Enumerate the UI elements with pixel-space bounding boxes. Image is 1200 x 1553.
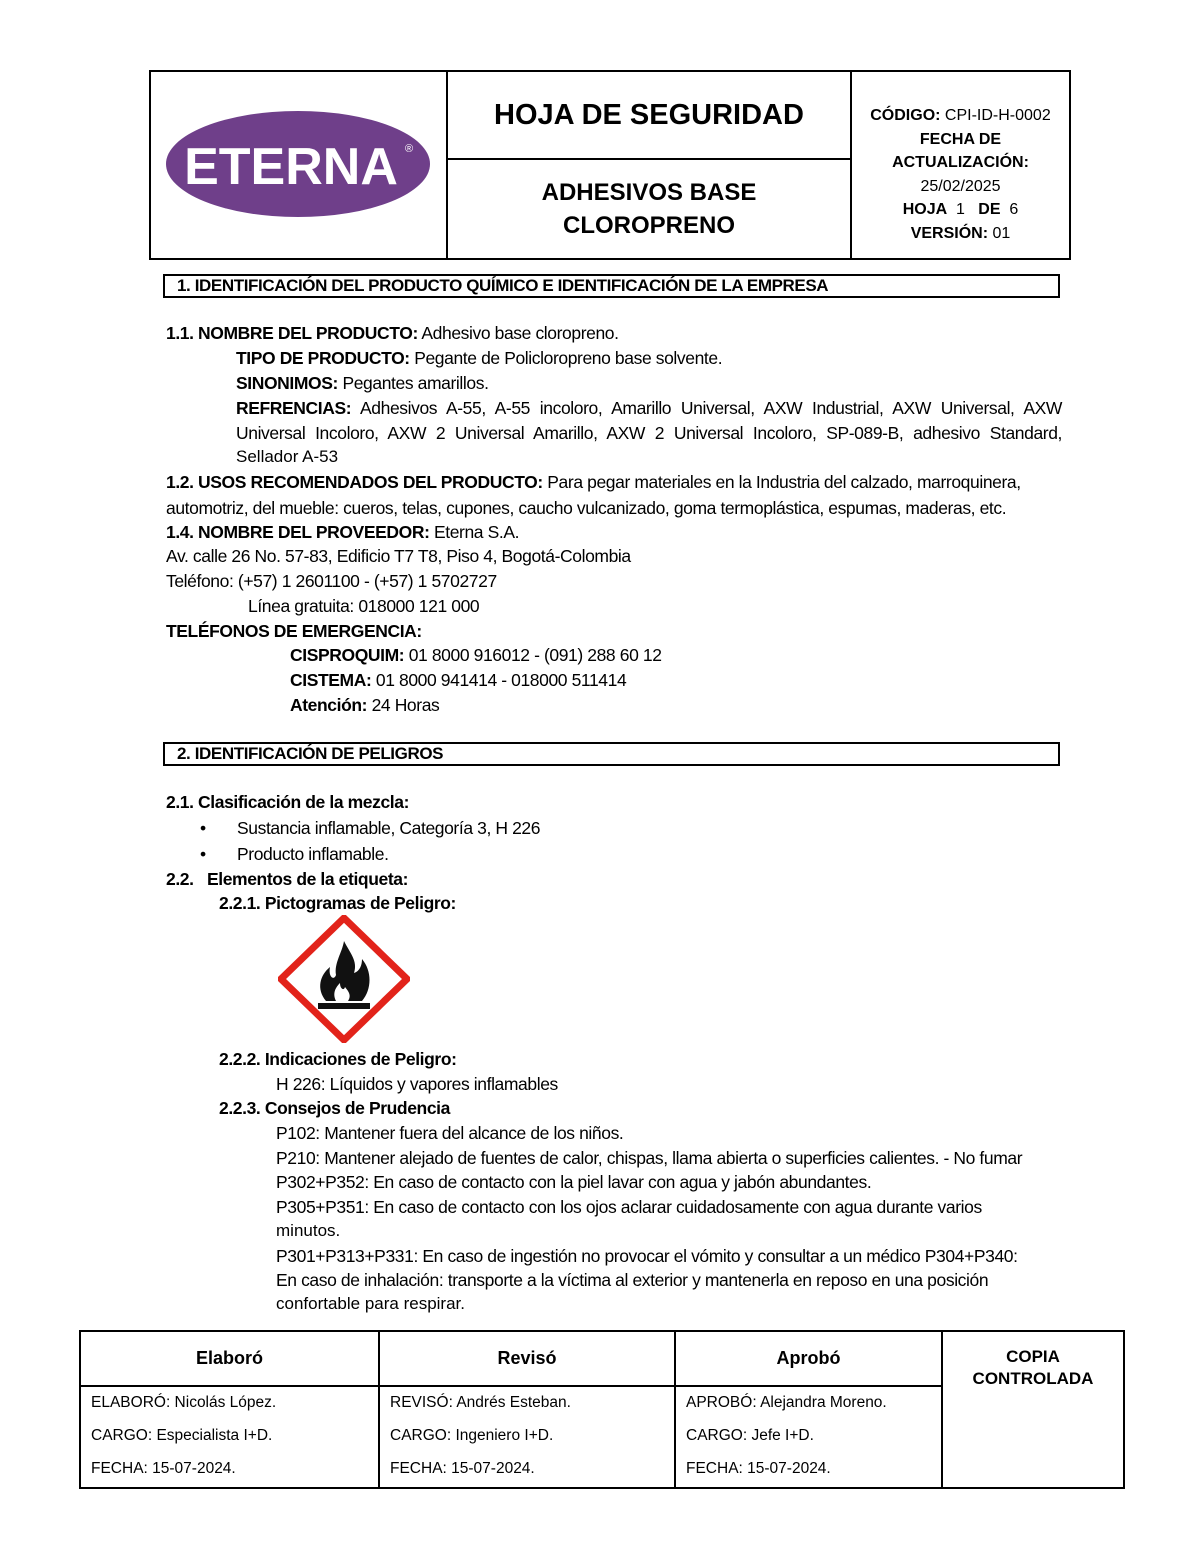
version-value: 01 xyxy=(992,224,1011,242)
fecha-value: 25/02/2025 xyxy=(920,177,1001,195)
hoja-label: HOJA xyxy=(902,201,948,218)
usos-line-1: Para pegar materiales en la Industria del calzado, marroquinera, xyxy=(547,472,1021,492)
sinonimos-row xyxy=(236,371,489,395)
atencion-label: Atención: xyxy=(290,695,368,715)
codigo-value: CPI-ID-H-0002 xyxy=(944,107,1051,124)
p305-line-1: P305+P351: En caso de contacto con los ojos aclarar cuidadosamente con agua durante varios xyxy=(276,1197,982,1217)
elaboro-fecha: FECHA: 15-07-2024. xyxy=(91,1460,236,1477)
atencion-row xyxy=(290,693,439,717)
elementos-label: 2.2. Elementos de la etiqueta: xyxy=(166,869,409,889)
approval-footer-table xyxy=(79,1330,1125,1489)
reviso-fecha: FECHA: 15-07-2024. xyxy=(390,1460,535,1477)
p210-statement: P210: Mantener alejado de fuentes de calor, chispas, llama abierta o superficies calientes. - No fumar xyxy=(276,1148,1023,1168)
section-1-heading: 1. IDENTIFICACIÓN DEL PRODUCTO QUÍMICO E IDENTIFICACIÓN DE LA EMPRESA xyxy=(163,274,1060,298)
bullet-icon: • xyxy=(200,844,206,864)
referencias-line-2: Universal Incoloro, AXW 2 Universal Amarillo, AXW 2 Universal Incoloro, SP-089-B, adhesivo Standard, xyxy=(236,423,1062,443)
title-cell xyxy=(448,72,852,258)
nombre-label: 1.1. NOMBRE DEL PRODUCTO: xyxy=(166,323,418,343)
reviso-nombre: REVISÓ: Andrés Esteban. xyxy=(390,1394,571,1411)
hoja-row xyxy=(852,198,1069,222)
cistema-row xyxy=(290,668,626,692)
p301-line-3: confortable para respirar. xyxy=(276,1294,465,1313)
document-meta-cell xyxy=(852,72,1069,258)
cisproquim-label: CISPROQUIM: xyxy=(290,645,405,665)
p301-line-1: P301+P313+P331: En caso de ingestión no provocar el vómito y consultar a un médico P304+P340: xyxy=(276,1246,1018,1266)
hoja-total: 6 xyxy=(1009,201,1019,218)
document-header xyxy=(149,70,1071,260)
elaboro-column xyxy=(81,1332,380,1487)
bullet-icon: • xyxy=(200,818,206,838)
aprobo-nombre: APROBÓ: Alejandra Moreno. xyxy=(686,1394,887,1411)
reviso-column xyxy=(380,1332,676,1487)
document-subtitle xyxy=(448,160,850,258)
flame-pictogram-icon xyxy=(278,915,410,1043)
p305-line-2: minutos. xyxy=(276,1221,341,1240)
p301-line-2: En caso de inhalación: transporte a la víctima al exterior y mantenerla en reposo en una posición xyxy=(276,1270,989,1290)
pictogramas-label: 2.2.1. Pictogramas de Peligro: xyxy=(219,893,456,913)
de-label: DE xyxy=(978,201,1001,218)
subtitle-line-1: ADHESIVOS BASE xyxy=(541,179,757,206)
aprobo-column xyxy=(676,1332,943,1487)
tipo-label: TIPO DE PRODUCTO: xyxy=(236,348,410,368)
cistema-value: 01 8000 941414 - 018000 511414 xyxy=(375,670,627,690)
linea-gratuita: Línea gratuita: 018000 121 000 xyxy=(248,596,480,616)
aprobo-cargo: CARGO: Jefe I+D. xyxy=(686,1427,814,1444)
cisproquim-row xyxy=(290,643,662,667)
nombre-producto-row xyxy=(166,321,619,345)
fecha-label-1: FECHA DE xyxy=(919,130,1002,148)
codigo-row xyxy=(852,104,1069,128)
usos-line-2: automotriz, del mueble: cueros, telas, cupones, caucho vulcanizado, goma termoplástica, espumas, maderas, etc. xyxy=(166,498,1007,518)
usos-label: 1.2. USOS RECOMENDADOS DEL PRODUCTO: xyxy=(166,472,543,492)
telefono: Teléfono: (+57) 1 2601100 - (+57) 1 5702727 xyxy=(166,571,497,591)
clasificacion-label: 2.1. Clasificación de la mezcla: xyxy=(166,792,410,812)
direccion: Av. calle 26 No. 57-83, Edificio T7 T8, Piso 4, Bogotá-Colombia xyxy=(166,546,631,566)
version-row xyxy=(852,222,1069,246)
copia-controlada-column xyxy=(943,1332,1123,1487)
codigo-label: CÓDIGO: xyxy=(870,107,941,124)
tipo-value: Pegante de Policloropreno base solvente. xyxy=(414,348,723,368)
consejos-label: 2.2.3. Consejos de Prudencia xyxy=(219,1098,450,1118)
referencias-row xyxy=(236,396,1062,420)
sinonimos-value: Pegantes amarillos. xyxy=(342,373,489,393)
sinonimos-label: SINONIMOS: xyxy=(236,373,338,393)
indicaciones-value: H 226: Líquidos y vapores inflamables xyxy=(276,1074,558,1094)
document-title: HOJA DE SEGURIDAD xyxy=(448,72,850,160)
bullet-item-1: • Sustancia inflamable, Categoría 3, H 226 xyxy=(200,818,541,838)
atencion-value: 24 Horas xyxy=(371,695,440,715)
cistema-label: CISTEMA: xyxy=(290,670,372,690)
reviso-cargo: CARGO: Ingeniero I+D. xyxy=(390,1427,554,1444)
copia-controlada-label: COPIA CONTROLADA xyxy=(972,1347,1094,1388)
referencias-label: REFRENCIAS: xyxy=(236,398,352,418)
elaboro-cargo: CARGO: Especialista I+D. xyxy=(91,1427,273,1444)
p102-statement: P102: Mantener fuera del alcance de los niños. xyxy=(276,1123,624,1143)
eterna-logo xyxy=(151,72,444,258)
referencias-line-3: Sellador A-53 xyxy=(236,447,339,466)
version-label: VERSIÓN: xyxy=(910,224,989,242)
elaboro-nombre: ELABORÓ: Nicolás López. xyxy=(91,1394,277,1411)
section-2-heading: 2. IDENTIFICACIÓN DE PELIGROS xyxy=(163,742,1060,766)
bullet-item-2: • Producto inflamable. xyxy=(200,844,389,864)
indicaciones-label: 2.2.2. Indicaciones de Peligro: xyxy=(219,1049,457,1069)
aprobo-header: Aprobó xyxy=(676,1332,941,1387)
hoja-num: 1 xyxy=(956,201,965,218)
reviso-header: Revisó xyxy=(380,1332,674,1387)
logo-cell xyxy=(151,72,448,258)
emergencia-label: TELÉFONOS DE EMERGENCIA: xyxy=(166,621,422,641)
tipo-producto-row xyxy=(236,346,722,370)
logo-registered-mark: ® xyxy=(405,143,414,155)
elaboro-header: Elaboró xyxy=(81,1332,378,1387)
fecha-label-2: ACTUALIZACIÓN: xyxy=(892,154,1029,171)
usos-row xyxy=(166,470,1021,494)
proveedor-row xyxy=(166,520,519,544)
aprobo-fecha: FECHA: 15-07-2024. xyxy=(686,1460,831,1477)
subtitle-line-2: CLOROPRENO xyxy=(562,212,735,239)
nombre-value: Adhesivo base cloropreno. xyxy=(421,323,619,343)
logo-text: ETERNA xyxy=(184,138,398,196)
cisproquim-value: 01 8000 916012 - (091) 288 60 12 xyxy=(408,645,662,665)
proveedor-value: Eterna S.A. xyxy=(433,522,520,542)
proveedor-label: 1.4. NOMBRE DEL PROVEEDOR: xyxy=(166,522,430,542)
referencias-line-1: Adhesivos A-55, A-55 incoloro, Amarillo Universal, AXW Industrial, AXW Universal, AXW xyxy=(360,398,1062,418)
p302-statement: P302+P352: En caso de contacto con la piel lavar con agua y jabón abundantes. xyxy=(276,1172,872,1192)
